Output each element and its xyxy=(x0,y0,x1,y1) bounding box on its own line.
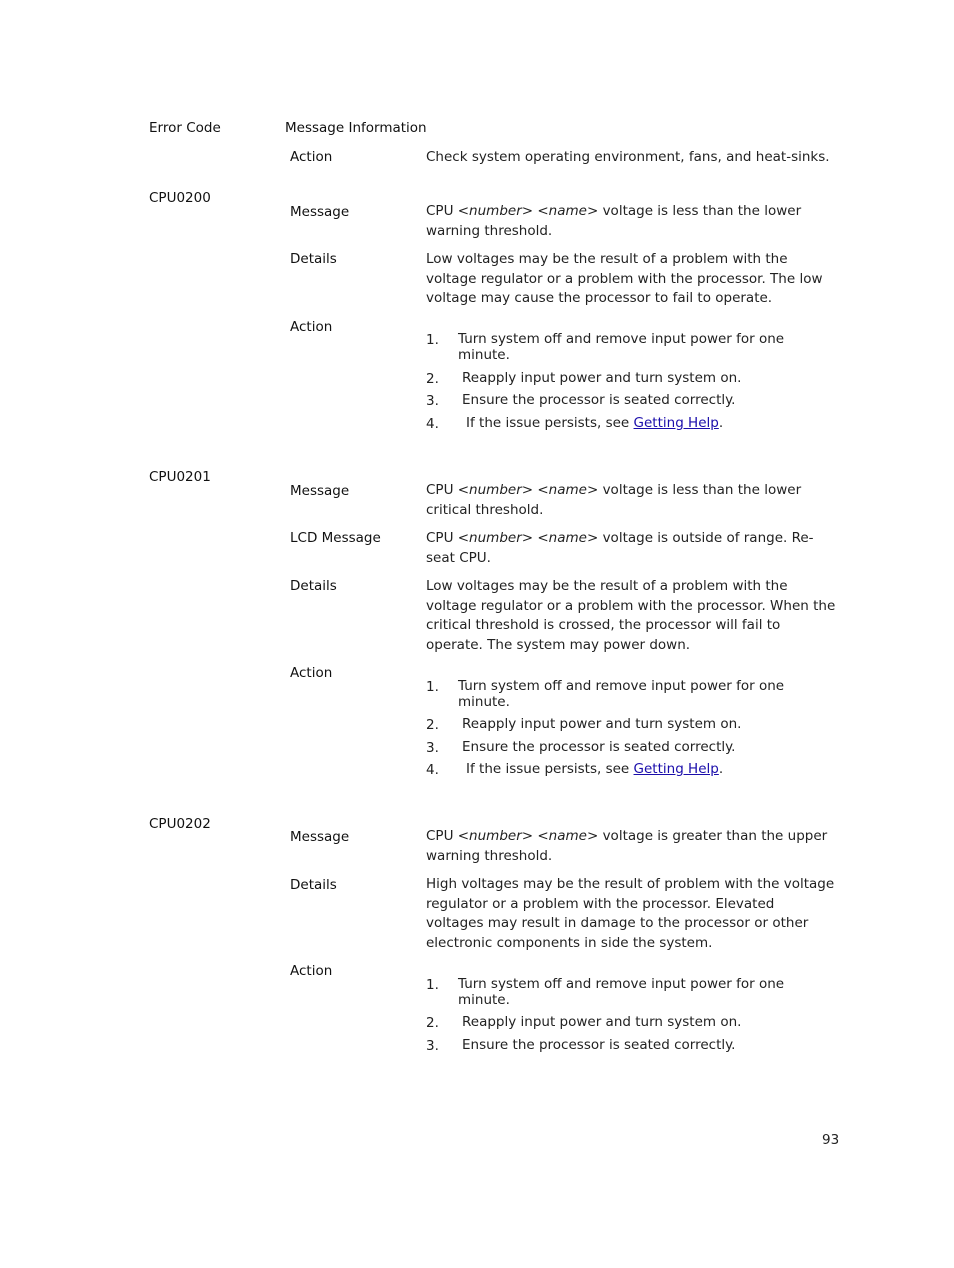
step-number: 2. xyxy=(426,717,439,733)
step-text: Ensure the processor is seated correctly. xyxy=(462,392,736,408)
error-code-cpu0201: CPU0201 xyxy=(149,469,211,485)
getting-help-link[interactable]: Getting Help xyxy=(633,415,719,431)
error-code-cpu0200: CPU0200 xyxy=(149,190,211,206)
details-label: Details xyxy=(290,578,337,594)
page-number: 93 xyxy=(822,1132,840,1148)
step-number: 2. xyxy=(426,371,439,387)
lcd-message-text: CPU <number> <name> voltage is outside of range. Re-seat CPU. xyxy=(426,530,814,566)
step-text: Ensure the processor is seated correctly. xyxy=(462,739,736,755)
error-code-cpu0202: CPU0202 xyxy=(149,816,211,832)
message-text: CPU <number> <name> voltage is less than the lower warning threshold. xyxy=(426,203,802,239)
step-text: Turn system off and remove input power for one minute. xyxy=(458,331,785,363)
column-header-error-code: Error Code xyxy=(149,120,221,136)
details-text: High voltages may be the result of problem with the voltage regulator or a problem with the processor. Elevated voltages may result in damage to the processor or other electronic components in side the system. xyxy=(426,876,835,951)
action-label: Action xyxy=(290,665,333,681)
column-header-message-information: Message Information xyxy=(285,120,427,136)
lcd-message-label: LCD Message xyxy=(290,530,381,546)
step-number: 3. xyxy=(426,1038,439,1054)
getting-help-link[interactable]: Getting Help xyxy=(633,761,719,777)
prev-action-text: Check system operating environment, fans, and heat-sinks. xyxy=(426,149,830,165)
step-text: Reapply input power and turn system on. xyxy=(462,716,742,732)
step-text: Turn system off and remove input power for one minute. xyxy=(458,976,785,1008)
step-number: 2. xyxy=(426,1015,439,1031)
step-text: Reapply input power and turn system on. xyxy=(462,370,742,386)
step-number: 1. xyxy=(426,679,439,695)
step-number: 3. xyxy=(426,740,439,756)
prev-action-label: Action xyxy=(290,149,333,165)
step-number: 4. xyxy=(426,416,439,432)
message-text: CPU <number> <name> voltage is less than the lower critical threshold. xyxy=(426,482,802,518)
action-label: Action xyxy=(290,319,333,335)
message-label: Message xyxy=(290,204,350,220)
step-number: 1. xyxy=(426,332,439,348)
message-label: Message xyxy=(290,829,350,845)
step-number: 3. xyxy=(426,393,439,409)
details-text: Low voltages may be the result of a problem with the voltage regulator or a problem with the processor. The low voltage may cause the processor to fail to operate. xyxy=(426,251,823,306)
step-text: If the issue persists, see Getting Help. xyxy=(466,761,724,777)
step-text: Turn system off and remove input power for one minute. xyxy=(458,678,785,710)
action-label: Action xyxy=(290,963,333,979)
details-label: Details xyxy=(290,251,337,267)
message-label: Message xyxy=(290,483,350,499)
step-text: If the issue persists, see Getting Help. xyxy=(466,415,724,431)
step-text: Ensure the processor is seated correctly. xyxy=(462,1037,736,1053)
message-text: CPU <number> <name> voltage is greater than the upper warning threshold. xyxy=(426,828,828,864)
step-number: 4. xyxy=(426,762,439,778)
details-label: Details xyxy=(290,877,337,893)
step-text: Reapply input power and turn system on. xyxy=(462,1014,742,1030)
details-text: Low voltages may be the result of a problem with the voltage regulator or a problem with the processor. When the critical threshold is crossed, the processor will fail to operate. The system may power down. xyxy=(426,578,836,653)
step-number: 1. xyxy=(426,977,439,993)
